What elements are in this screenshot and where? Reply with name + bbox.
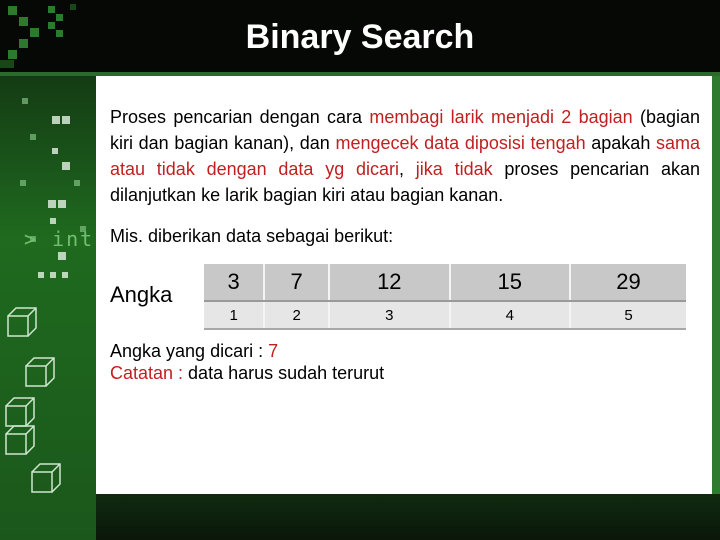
code-prompt-text: > int bbox=[24, 227, 95, 251]
value-cell: 15 bbox=[450, 264, 570, 301]
index-row bbox=[204, 301, 686, 329]
pixel-pattern-decoration bbox=[0, 76, 96, 540]
search-info bbox=[110, 340, 384, 384]
value-cell: 29 bbox=[570, 264, 686, 301]
intro-highlight: mengecek data diposisi tengah bbox=[335, 133, 586, 153]
array-label: Angka bbox=[110, 282, 173, 307]
index-cell: 3 bbox=[329, 301, 449, 329]
value-cell: 7 bbox=[264, 264, 329, 301]
value-cell: 12 bbox=[329, 264, 449, 301]
bottom-decor-strip bbox=[96, 494, 720, 540]
intro-text: , bbox=[399, 159, 416, 179]
value-cell: 3 bbox=[204, 264, 264, 301]
intro-text: proses pencarian akan dilanjutkan ke larik bagian kiri atau bagian kanan. bbox=[110, 159, 701, 205]
note-label: Catatan : bbox=[110, 363, 184, 383]
index-cell: 1 bbox=[204, 301, 264, 329]
page-title: Binary Search bbox=[245, 18, 475, 56]
intro-highlight: jika tidak bbox=[415, 159, 493, 179]
index-cell: 5 bbox=[570, 301, 686, 329]
right-edge-decoration bbox=[712, 76, 720, 494]
intro-paragraph bbox=[110, 104, 700, 208]
search-target-value: 7 bbox=[268, 341, 279, 361]
intro-text: apakah bbox=[585, 133, 656, 153]
left-decor-panel bbox=[0, 76, 96, 540]
slide-header bbox=[0, 0, 720, 74]
value-row bbox=[204, 264, 686, 301]
index-cell: 2 bbox=[264, 301, 329, 329]
example-intro: Mis. diberikan data sebagai berikut: bbox=[110, 226, 394, 246]
index-cell: 4 bbox=[450, 301, 570, 329]
note-text: data harus sudah terurut bbox=[183, 363, 385, 383]
search-target-line bbox=[110, 340, 384, 362]
intro-text: Proses pencarian dengan cara bbox=[110, 107, 370, 127]
intro-highlight: membagi larik menjadi 2 bagian bbox=[369, 107, 633, 127]
note-line bbox=[110, 362, 384, 384]
search-target-label: Angka yang dicari : bbox=[110, 341, 269, 361]
array-table bbox=[204, 264, 686, 330]
intro-highlight: sama atau tidak dengan data yg dicari bbox=[110, 133, 700, 179]
intro-text: (bagian kiri dan bagian kanan), dan bbox=[110, 107, 700, 153]
